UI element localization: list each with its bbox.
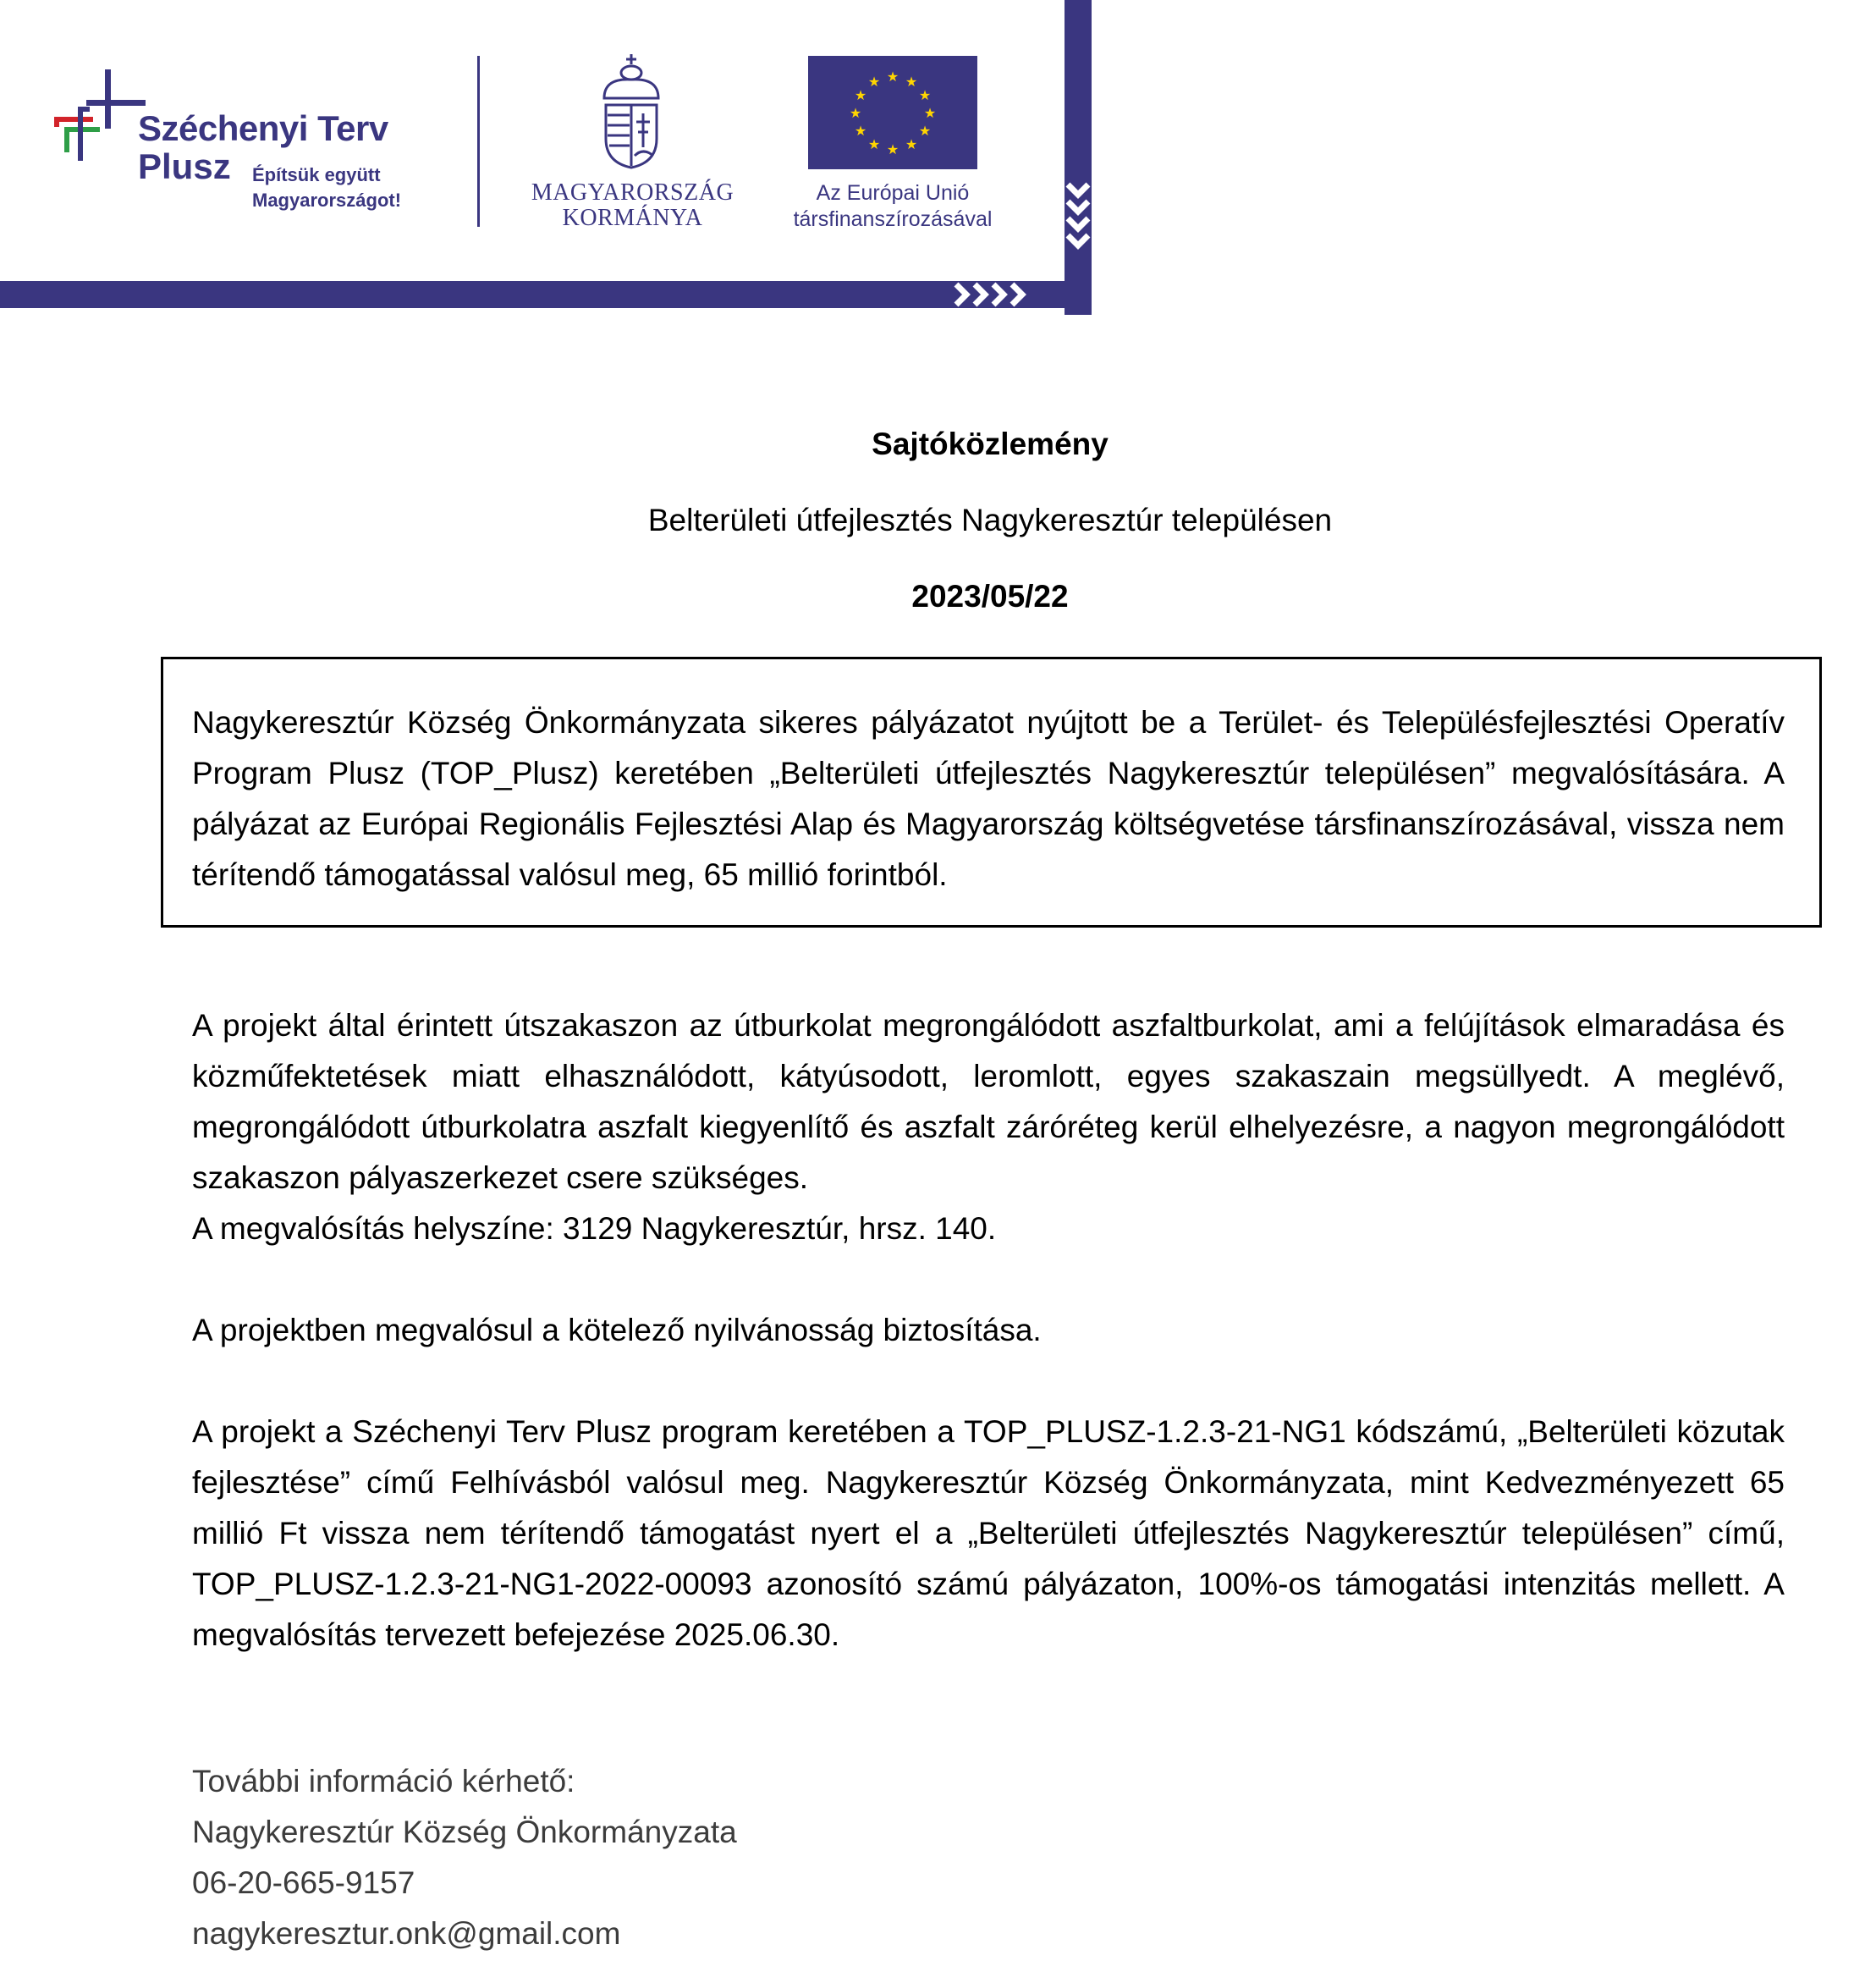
document-date: 2023/05/22 <box>911 579 1069 614</box>
eu-line-2: társfinanszírozásával <box>793 207 993 231</box>
szechenyi-title: Széchenyi Terv <box>138 108 388 148</box>
svg-text:★: ★ <box>918 123 932 139</box>
svg-text:★: ★ <box>849 105 862 121</box>
svg-text:★: ★ <box>867 74 881 90</box>
szechenyi-cross-icon <box>52 68 146 161</box>
svg-text:★: ★ <box>918 87 932 103</box>
document-subtitle: Belterületi útfejlesztés Nagykeresztúr településen <box>647 503 1333 537</box>
eu-flag-icon <box>808 56 977 169</box>
coat-of-arms-icon <box>597 52 665 171</box>
contact-email: nagykeresztur.onk@gmail.com <box>192 1916 621 1951</box>
government-line-2: KORMÁNYA <box>562 205 703 231</box>
funding-details-paragraph: A projekt a Széchenyi Terv Plusz program keretében a TOP_PLUSZ-1.2.3-21-NG1 kódszámú, „Belterületi közutak fejlesztése” című Felhívásból valósul meg. Nagykeresztúr Község Önkormányzata, mint Kedvezményezett 65 millió Ft vissza nem térítendő támogatást nyert el a „Belterületi útfejlesztés Nagykeresztúr településen” című, TOP_PLUSZ-1.2.3-21-NG1-2022-00093 azonosító számú pályázaton, 100%-os támogatási intenzitás mellett. A megvalósítás tervezett befejezése 2025.06.30. <box>192 1414 1785 1652</box>
szechenyi-plusz: Plusz <box>138 146 231 186</box>
szechenyi-tagline-2: Magyarországot! <box>252 190 402 211</box>
contact-organization: Nagykeresztúr Község Önkormányzata <box>192 1815 737 1849</box>
contact-block <box>192 1756 737 1959</box>
svg-text:★: ★ <box>886 69 899 85</box>
document-title: Sajtóközlemény <box>872 427 1109 461</box>
svg-text:★: ★ <box>867 136 881 152</box>
summary-paragraph: Nagykeresztúr Község Önkormányzata sikeres pályázatot nyújtott be a Terület- és Településfejlesztési Operatív Program Plusz (TOP_Plusz) keretében „Belterületi útfejlesztés Nagykeresztúr településen” megvalósítására. A pályázat az Európai Regionális Fejlesztési Alap és Magyarország költségvetése társfinanszírozásával, vissza nem térítendő támogatással valósul meg, 65 millió forintból. <box>192 705 1785 892</box>
szechenyi-tagline-1: Építsük együtt <box>252 164 381 185</box>
project-location-line: A megvalósítás helyszíne: 3129 Nagykeresztúr, hrsz. 140. <box>192 1211 997 1246</box>
contact-intro: További információ kérhető: <box>192 1764 575 1798</box>
project-description-paragraph: A projekt által érintett útszakaszon az útburkolat megrongálódott aszfaltburkolat, ami a felújítások elmaradása és közműfektetések miatt elhasználódott, kátyúsodott, leromlott, egyes szakaszain megsüllyedt. A meglévő, megrongálódott útburkolatra aszfalt kiegyenlítő és aszfalt záróréteg kerül elhelyezésre, a nagyon megrongálódott szakaszon pályaszerkezet csere szükséges. <box>192 1008 1785 1195</box>
svg-text:★: ★ <box>923 105 937 121</box>
contact-phone: 06-20-665-9157 <box>192 1865 415 1900</box>
publicity-paragraph: A projektben megvalósul a kötelező nyilvánosság biztosítása. <box>192 1313 1042 1347</box>
svg-text:★: ★ <box>886 141 899 157</box>
svg-text:★: ★ <box>854 87 867 103</box>
header-logo-band <box>0 0 1092 315</box>
svg-text:★: ★ <box>854 123 867 139</box>
svg-text:★: ★ <box>905 136 918 152</box>
eu-line-1: Az Európai Unió <box>816 181 970 205</box>
government-line-1: MAGYARORSZÁG <box>531 179 734 206</box>
svg-text:★: ★ <box>905 74 918 90</box>
